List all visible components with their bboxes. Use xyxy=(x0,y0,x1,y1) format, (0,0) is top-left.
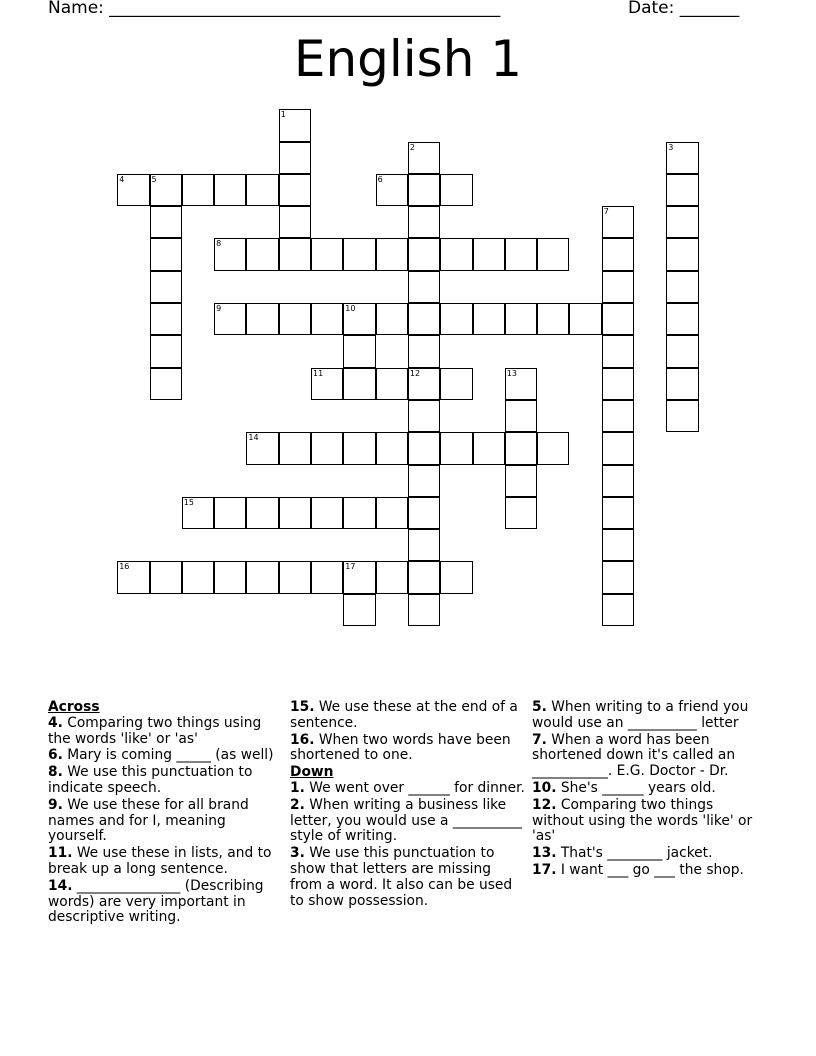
grid-cell[interactable] xyxy=(182,561,214,593)
grid-cell[interactable] xyxy=(214,303,246,335)
grid-cell[interactable] xyxy=(343,561,375,593)
grid-cell[interactable] xyxy=(408,238,440,270)
across-heading: Across xyxy=(48,699,100,715)
grid-cell[interactable] xyxy=(666,174,698,206)
grid-cell[interactable] xyxy=(150,561,182,593)
clue-item xyxy=(290,798,526,845)
grid-cell[interactable] xyxy=(602,594,634,626)
grid-cell[interactable] xyxy=(602,303,634,335)
grid-cell[interactable] xyxy=(279,497,311,529)
grid-cell[interactable] xyxy=(343,368,375,400)
grid-cell[interactable] xyxy=(150,271,182,303)
grid-cell[interactable] xyxy=(214,174,246,206)
date-label: Date: _______ xyxy=(628,0,740,18)
grid-cell[interactable] xyxy=(150,238,182,270)
clue-text: Comparing two things using the words 'like' or 'as' xyxy=(48,714,262,747)
grid-cell[interactable] xyxy=(279,142,311,174)
clue-text: When two words have been shortened to one. xyxy=(290,731,511,764)
grid-cell[interactable] xyxy=(214,238,246,270)
down-clue-list-continued xyxy=(532,700,768,879)
grid-cell[interactable] xyxy=(246,174,278,206)
grid-cell[interactable] xyxy=(666,271,698,303)
grid-cell[interactable] xyxy=(214,561,246,593)
clue-text: We use this punctuation to show that letters are missing from a word. It also can be used to show possession. xyxy=(290,845,513,909)
clue-number: 10 xyxy=(345,304,356,313)
clue-item xyxy=(48,798,284,845)
clue-text: When writing a business like letter, you would use a __________ style of writing. xyxy=(290,796,522,845)
clue-number-label: 16. xyxy=(290,731,315,748)
grid-cell[interactable] xyxy=(214,497,246,529)
clue-number: 4 xyxy=(119,174,125,184)
clue-text: We use this punctuation to indicate speech. xyxy=(48,764,253,796)
grid-cell[interactable] xyxy=(343,238,375,270)
grid-cell[interactable] xyxy=(279,206,311,238)
clue-number-label: 13. xyxy=(532,845,557,862)
clue-text: We use these for all brand names and for I, meaning yourself. xyxy=(48,796,249,845)
grid-cell[interactable] xyxy=(376,432,408,464)
grid-cell[interactable] xyxy=(376,497,408,529)
clue-number: 11 xyxy=(313,368,324,378)
clue-item xyxy=(290,846,526,909)
clues-column-3 xyxy=(532,700,768,880)
grid-cell[interactable] xyxy=(376,174,408,206)
clue-number: 3 xyxy=(668,142,674,152)
clue-number: 6 xyxy=(377,174,383,184)
grid-cell[interactable] xyxy=(311,432,343,464)
clue-text: She's ______ years old. xyxy=(556,779,716,796)
clue-item xyxy=(532,846,768,862)
grid-cell[interactable] xyxy=(537,303,569,335)
clue-number: 7 xyxy=(603,207,609,217)
grid-cell[interactable] xyxy=(246,561,278,593)
grid-cell[interactable] xyxy=(602,529,634,561)
clue-item xyxy=(48,716,284,748)
grid-cell[interactable] xyxy=(440,174,472,206)
grid-cell[interactable] xyxy=(343,335,375,367)
grid-cell[interactable] xyxy=(408,142,440,174)
grid-cell[interactable] xyxy=(666,206,698,238)
grid-cell[interactable] xyxy=(376,561,408,593)
clue-item xyxy=(532,781,768,797)
clue-number-label: 2. xyxy=(290,796,305,813)
grid-cell[interactable] xyxy=(602,497,634,529)
grid-cell[interactable] xyxy=(505,400,537,432)
grid-cell[interactable] xyxy=(602,465,634,497)
clue-text: _______________ (Describing words) are very important in descriptive writing. xyxy=(48,877,264,926)
clue-text: We went over ______ for dinner. xyxy=(304,779,525,796)
grid-cell[interactable] xyxy=(505,497,537,529)
grid-cell[interactable] xyxy=(246,432,278,464)
grid-cell[interactable] xyxy=(408,561,440,593)
grid-cell[interactable] xyxy=(343,303,375,335)
grid-cell[interactable] xyxy=(666,303,698,335)
clue-number-label: 9. xyxy=(48,796,63,813)
grid-cell[interactable] xyxy=(408,432,440,464)
grid-cell[interactable] xyxy=(473,303,505,335)
grid-cell[interactable] xyxy=(505,238,537,270)
grid-cell[interactable] xyxy=(505,465,537,497)
grid-cell[interactable] xyxy=(117,561,149,593)
clue-item xyxy=(532,700,768,732)
grid-cell[interactable] xyxy=(408,368,440,400)
grid-cell[interactable] xyxy=(311,238,343,270)
grid-cell[interactable] xyxy=(666,238,698,270)
clue-item xyxy=(290,733,526,765)
clue-item xyxy=(48,748,284,764)
clues-column-2 xyxy=(290,700,526,910)
grid-cell[interactable] xyxy=(473,238,505,270)
clue-number-label: 17. xyxy=(532,861,557,878)
grid-cell[interactable] xyxy=(473,432,505,464)
clue-number-label: 11. xyxy=(48,845,73,862)
clue-number: 9 xyxy=(216,304,222,313)
grid-cell[interactable] xyxy=(279,561,311,593)
grid-cell[interactable] xyxy=(666,400,698,432)
grid-cell[interactable] xyxy=(666,142,698,174)
grid-cell[interactable] xyxy=(666,335,698,367)
clue-number: 16 xyxy=(119,562,130,572)
grid-cell[interactable] xyxy=(602,432,634,464)
clue-number-label: 1. xyxy=(290,779,305,796)
clue-text: Mary is coming _____ (as well) xyxy=(62,747,274,764)
grid-cell[interactable] xyxy=(279,174,311,206)
clue-item xyxy=(532,863,768,879)
clue-number: 15 xyxy=(183,497,194,507)
clue-number: 1 xyxy=(280,110,286,120)
down-heading: Down xyxy=(290,764,334,781)
grid-cell[interactable] xyxy=(408,174,440,206)
clue-text: That's ________ jacket. xyxy=(556,845,713,862)
clue-number: 17 xyxy=(345,562,356,572)
grid-cell[interactable] xyxy=(343,432,375,464)
clue-text: Comparing two things without using the words 'like' or 'as' xyxy=(532,796,753,845)
clue-number-label: 7. xyxy=(532,731,547,748)
grid-cell[interactable] xyxy=(666,368,698,400)
grid-cell[interactable] xyxy=(279,432,311,464)
grid-cell[interactable] xyxy=(279,238,311,270)
grid-cell[interactable] xyxy=(150,174,182,206)
grid-cell[interactable] xyxy=(279,109,311,141)
grid-cell[interactable] xyxy=(182,497,214,529)
grid-cell[interactable] xyxy=(408,206,440,238)
grid-cell[interactable] xyxy=(343,497,375,529)
grid-cell[interactable] xyxy=(408,465,440,497)
clue-text: When writing to a friend you would use an __________ letter xyxy=(532,699,749,731)
clue-number: 14 xyxy=(248,433,259,443)
grid-cell[interactable] xyxy=(408,271,440,303)
clue-item xyxy=(532,798,768,845)
clue-number-label: 8. xyxy=(48,764,63,781)
clue-number: 2 xyxy=(409,142,415,152)
grid-cell[interactable] xyxy=(505,432,537,464)
grid-cell[interactable] xyxy=(440,303,472,335)
clue-text: I want ___ go ___ the shop. xyxy=(556,861,744,878)
grid-cell[interactable] xyxy=(602,271,634,303)
clue-number: 12 xyxy=(409,368,421,378)
clue-number: 8 xyxy=(216,239,222,249)
grid-cell[interactable] xyxy=(246,238,278,270)
grid-cell[interactable] xyxy=(505,368,537,400)
clue-number-label: 12. xyxy=(532,796,557,813)
grid-cell[interactable] xyxy=(602,206,634,238)
grid-cell[interactable] xyxy=(440,561,472,593)
grid-cell[interactable] xyxy=(150,303,182,335)
grid-cell[interactable] xyxy=(246,303,278,335)
across-clue-list xyxy=(48,716,284,926)
grid-cell[interactable] xyxy=(408,497,440,529)
clue-text: We use these at the end of a sentence. xyxy=(290,699,518,731)
grid-cell[interactable] xyxy=(311,561,343,593)
grid-cell[interactable] xyxy=(343,594,375,626)
clue-text: We use these in lists, and to break up a long sentence. xyxy=(48,845,272,877)
clue-item xyxy=(290,700,526,732)
clue-item xyxy=(48,879,284,926)
clue-item xyxy=(48,846,284,878)
clues-column-1 xyxy=(48,700,284,927)
clue-text: When a word has been shortened down it's called an ___________. E.G. Doctor - Dr. xyxy=(532,731,736,780)
grid-cell[interactable] xyxy=(182,174,214,206)
grid-cell[interactable] xyxy=(602,238,634,270)
clue-number-label: 15. xyxy=(290,699,315,715)
grid-cell[interactable] xyxy=(279,303,311,335)
grid-cell[interactable] xyxy=(440,238,472,270)
clue-item xyxy=(532,733,768,780)
clue-item xyxy=(290,781,526,797)
grid-cell[interactable] xyxy=(150,206,182,238)
grid-cell[interactable] xyxy=(408,400,440,432)
clue-number: 5 xyxy=(151,174,157,184)
grid-cell[interactable] xyxy=(602,561,634,593)
clue-number: 13 xyxy=(506,368,517,378)
grid-cell[interactable] xyxy=(311,303,343,335)
grid-cell[interactable] xyxy=(408,594,440,626)
grid-cell[interactable] xyxy=(376,368,408,400)
grid-cell[interactable] xyxy=(376,303,408,335)
clue-number-label: 3. xyxy=(290,845,305,862)
grid-cell[interactable] xyxy=(440,368,472,400)
grid-cell[interactable] xyxy=(602,335,634,367)
clue-number-label: 14. xyxy=(48,877,73,894)
clue-item xyxy=(48,765,284,797)
clue-number-label: 5. xyxy=(532,699,547,715)
grid-cell[interactable] xyxy=(376,238,408,270)
clue-number-label: 6. xyxy=(48,747,63,764)
grid-cell[interactable] xyxy=(569,303,601,335)
down-clue-list xyxy=(290,781,526,909)
clue-number-label: 10. xyxy=(532,779,557,796)
grid-cell[interactable] xyxy=(537,432,569,464)
grid-cell[interactable] xyxy=(602,400,634,432)
grid-cell[interactable] xyxy=(602,368,634,400)
grid-cell[interactable] xyxy=(150,368,182,400)
grid-cell[interactable] xyxy=(408,303,440,335)
grid-cell[interactable] xyxy=(150,335,182,367)
clue-number-label: 4. xyxy=(48,714,63,731)
grid-cell[interactable] xyxy=(537,238,569,270)
across-clue-list-continued xyxy=(290,700,526,764)
grid-cell[interactable] xyxy=(440,432,472,464)
grid-cell[interactable] xyxy=(408,529,440,561)
name-label: Name: ______________________________________________ xyxy=(48,0,501,18)
grid-cell[interactable] xyxy=(311,368,343,400)
worksheet-header xyxy=(48,0,740,18)
grid-cell[interactable] xyxy=(311,497,343,529)
grid-cell[interactable] xyxy=(117,174,149,206)
grid-cell[interactable] xyxy=(408,335,440,367)
grid-cell[interactable] xyxy=(246,497,278,529)
grid-cell[interactable] xyxy=(505,303,537,335)
page-title: English 1 xyxy=(293,30,523,88)
